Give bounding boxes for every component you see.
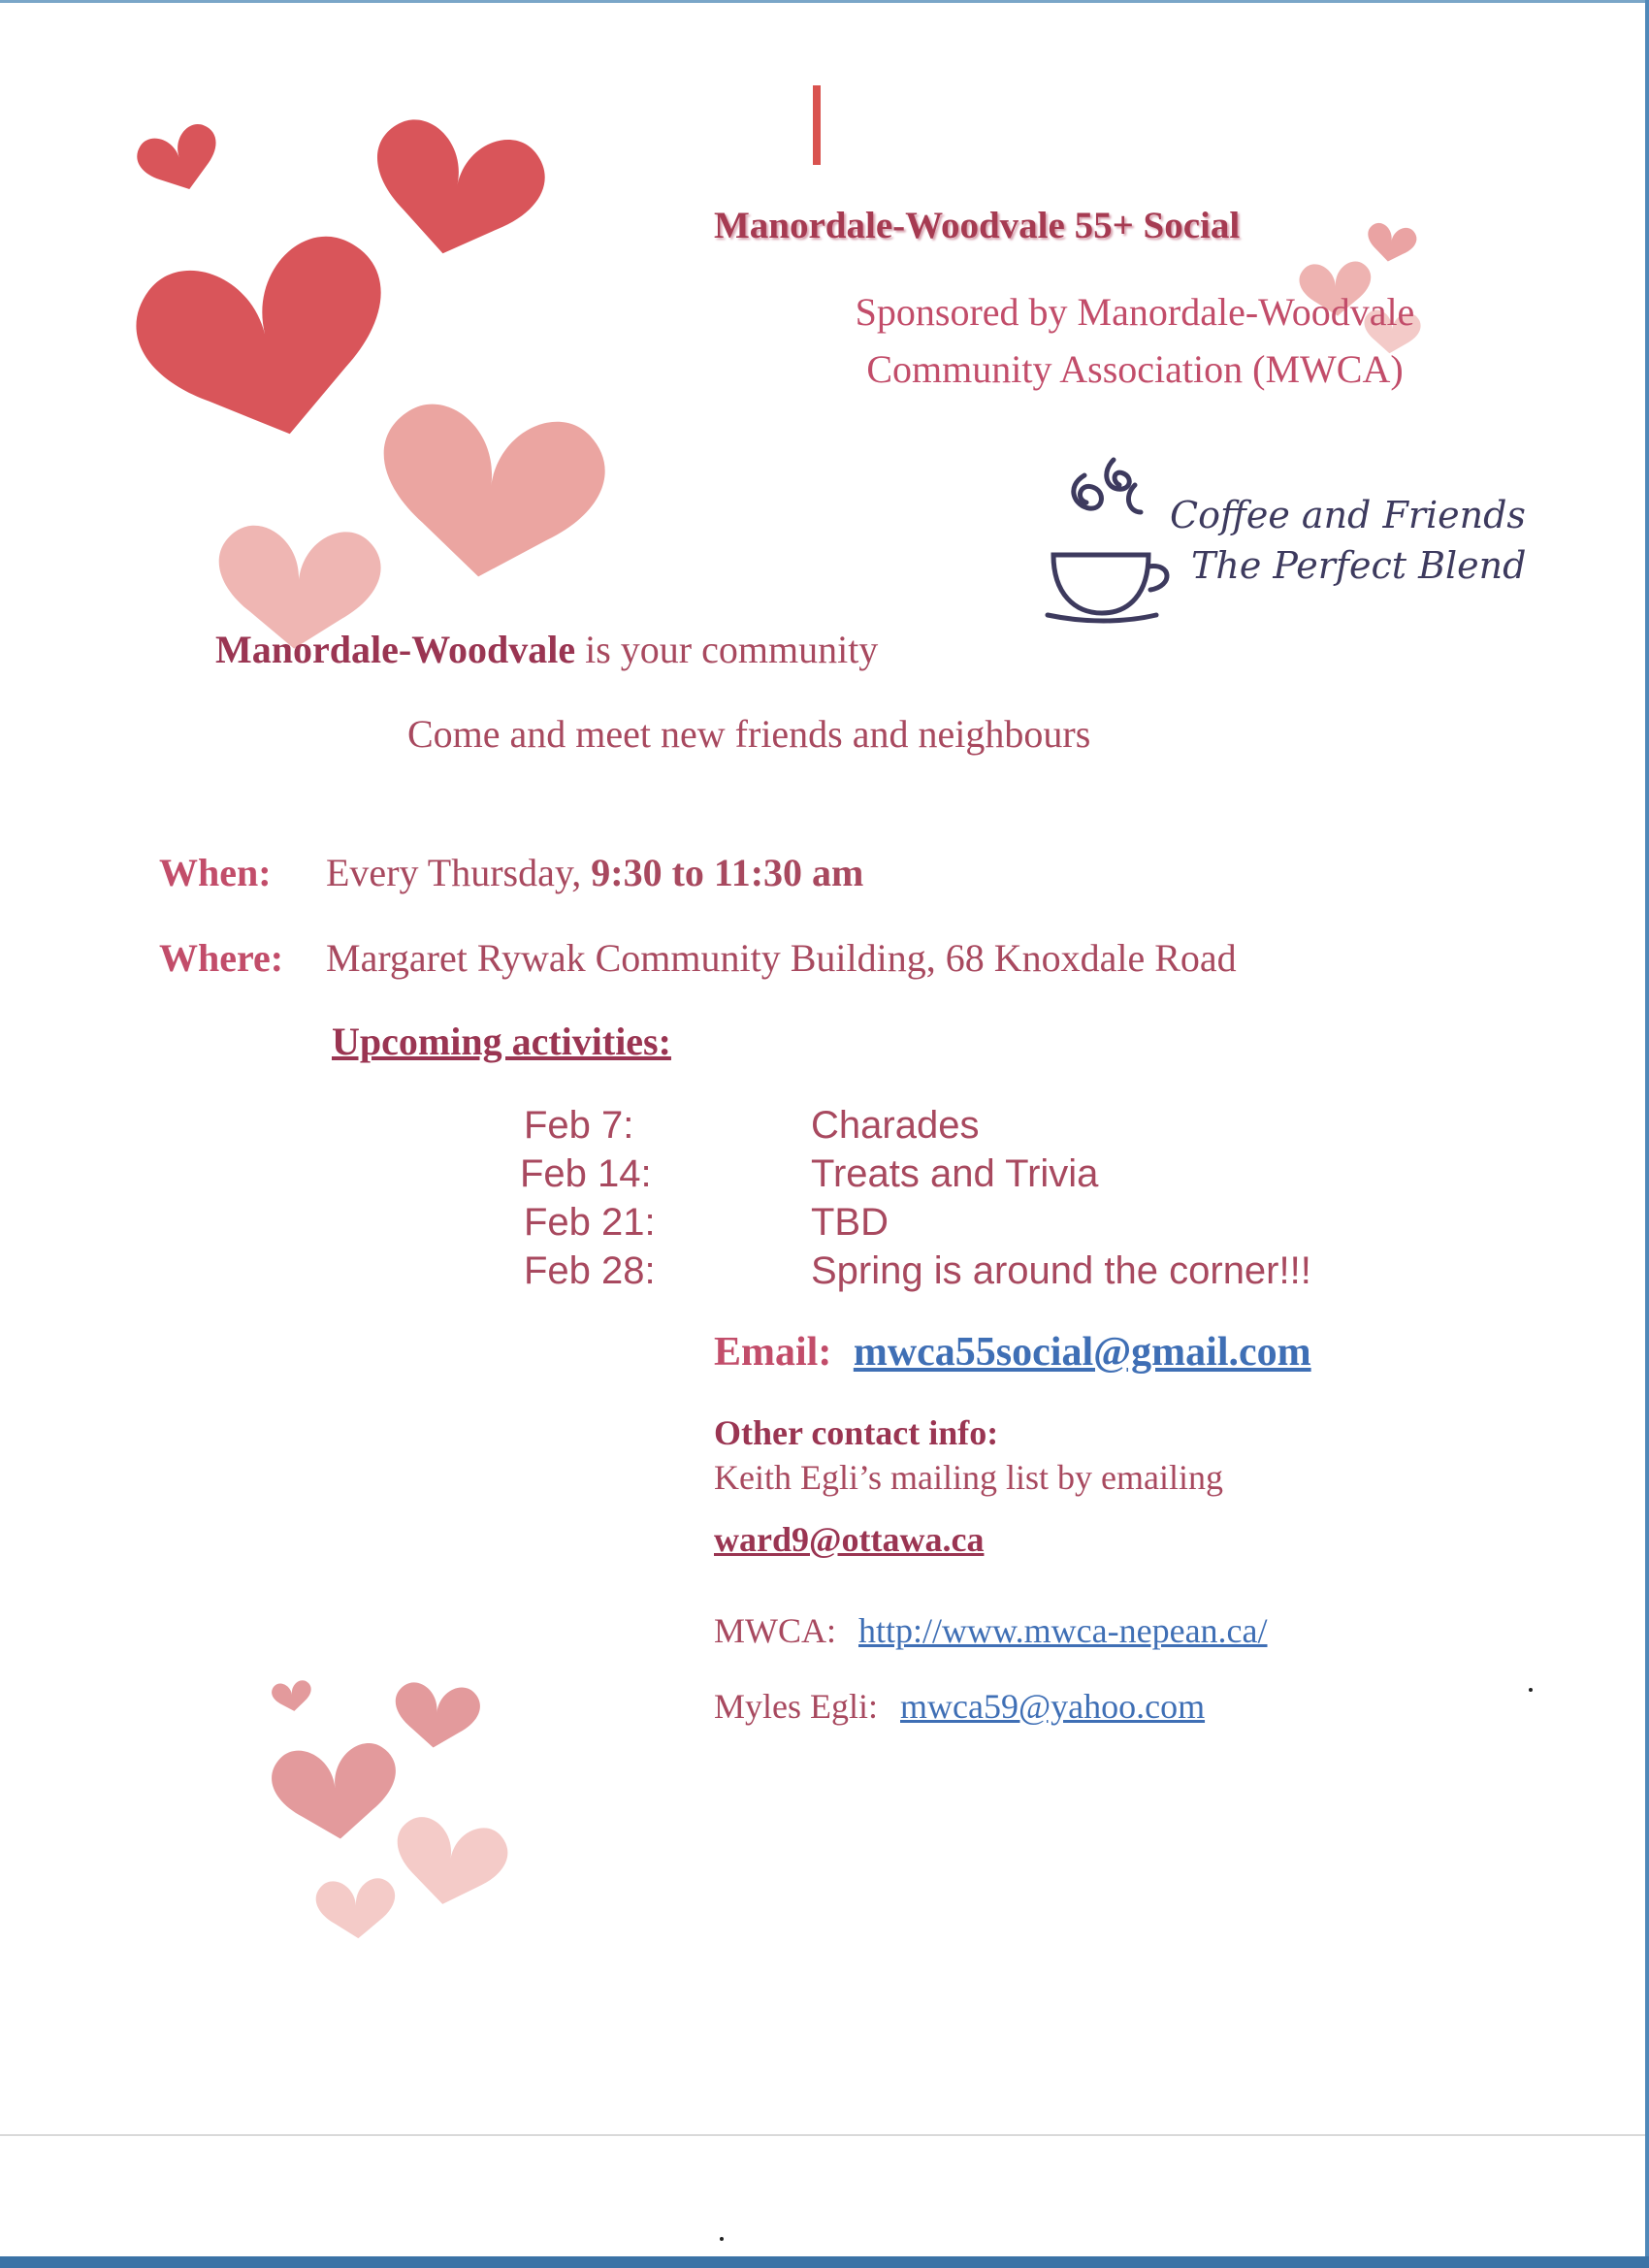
scan-speck bbox=[1529, 1688, 1533, 1692]
activity-name: Spring is around the corner!!! bbox=[811, 1249, 1311, 1292]
sponsor-line-1: Sponsored by Manordale-Woodvale bbox=[855, 290, 1415, 334]
when-time: 9:30 to 11:30 am bbox=[591, 851, 864, 894]
mailing-list-text: Keith Egli’s mailing list by emailing bbox=[714, 1458, 1223, 1497]
myles-email-link[interactable]: mwca59@yahoo.com bbox=[900, 1687, 1206, 1726]
heart-icon bbox=[271, 1679, 314, 1714]
when-label: When: bbox=[159, 851, 272, 894]
activity-date: Feb 21: bbox=[524, 1201, 656, 1244]
heart-icon bbox=[369, 398, 612, 592]
community-name: Manordale-Woodvale bbox=[215, 628, 576, 671]
heart-icon bbox=[360, 113, 552, 271]
heart-icon bbox=[314, 1877, 398, 1941]
activity-name: Treats and Trivia bbox=[811, 1152, 1099, 1195]
myles-label: Myles Egli: bbox=[714, 1687, 878, 1726]
myles-row bbox=[714, 1686, 1205, 1727]
where-label: Where: bbox=[159, 936, 284, 980]
coffee-friends-logo bbox=[1046, 448, 1527, 623]
when-day: Every Thursday, bbox=[326, 851, 592, 894]
community-statement bbox=[215, 627, 878, 672]
heart-icon bbox=[269, 1740, 402, 1845]
scan-speck bbox=[720, 2237, 724, 2241]
email-link[interactable]: mwca55social@gmail.com bbox=[853, 1330, 1311, 1375]
activity-date: Feb 14: bbox=[520, 1152, 652, 1195]
activity-date: Feb 28: bbox=[524, 1249, 656, 1292]
activity-name: Charades bbox=[811, 1104, 980, 1147]
community-rest: is your community bbox=[575, 628, 879, 671]
other-contact-label: Other contact info: bbox=[714, 1413, 999, 1452]
heart-icon bbox=[391, 1680, 482, 1752]
mwca-website-link[interactable]: http://www.mwca-nepean.ca/ bbox=[858, 1611, 1268, 1650]
email-row bbox=[714, 1329, 1311, 1376]
mwca-label: MWCA: bbox=[714, 1611, 836, 1650]
activity-date: Feb 7: bbox=[524, 1104, 634, 1147]
heart-icon bbox=[388, 1813, 512, 1914]
activity-name: TBD bbox=[811, 1201, 889, 1244]
ward-email-link[interactable]: ward9@ottawa.ca bbox=[714, 1520, 985, 1559]
heart-icon bbox=[132, 119, 228, 202]
heart-icon bbox=[1364, 221, 1418, 266]
activities-heading: Upcoming activities: bbox=[332, 1020, 671, 1063]
logo-line-2: The Perfect Blend bbox=[1191, 544, 1527, 587]
when-row bbox=[159, 850, 1420, 898]
meet-statement: Come and meet new friends and neighbours bbox=[407, 712, 1091, 756]
event-title: Manordale-Woodvale 55+ Social bbox=[714, 205, 1241, 246]
heart-icon bbox=[124, 225, 410, 464]
when-value bbox=[326, 850, 863, 895]
mwca-row bbox=[714, 1610, 1268, 1651]
logo-line-1: Coffee and Friends bbox=[1170, 494, 1526, 536]
sponsor-text bbox=[776, 283, 1494, 398]
email-label: Email: bbox=[714, 1330, 832, 1375]
where-value: Margaret Rywak Community Building, 68 Knoxdale Road bbox=[326, 936, 1237, 980]
accent-bar bbox=[813, 85, 821, 165]
sponsor-line-2: Community Association (MWCA) bbox=[866, 347, 1404, 391]
coffee-cup-icon bbox=[1048, 460, 1167, 621]
where-row bbox=[159, 935, 1420, 984]
